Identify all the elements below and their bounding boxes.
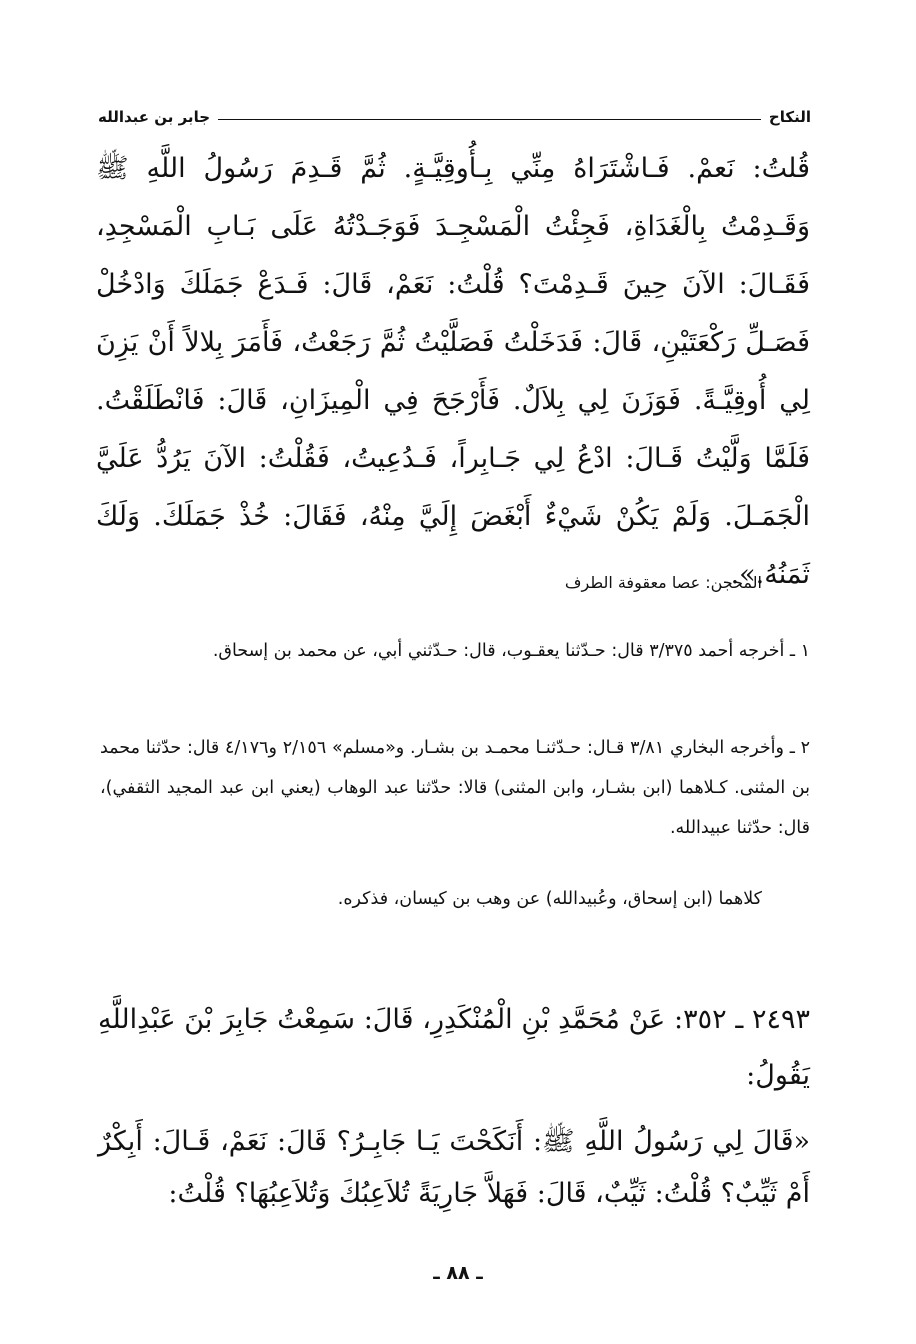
footnote-1: ١ ـ أخرجه أحمد ٣/٣٧٥ قال: حـدّثنا يعقـوب، قال: حـدّثني أبي، عن محمد بن إسحاق. (212, 641, 810, 661)
page-number: ـ ٨٨ ـ (433, 1262, 483, 1284)
running-header (98, 98, 811, 126)
glossary-note: المحجن: عصا معقوفة الطرف (564, 573, 762, 592)
header-chapter-title: النكاح (768, 108, 811, 126)
header-rule (218, 119, 761, 120)
footnote-2: ٢ ـ وأخرجه البخاري ٣/٨١ قـال: حـدّثنـا محمـد بن بشـار. و«مسلم» ٢/١٥٦ و٤/١٧٦ قال: حدّثنا محمد بن المثنى. كـلاهما (ابن بشـار، وابن المثنى) قالا: حدّثنا عبد الوهاب (يعني ابن عبد المجيد الثقفي)، قال: حدّثنا عبيدالله. (100, 738, 810, 838)
main-hadith-text: قُلتُ: نَعمْ. فَـاشْتَرَاهُ مِنِّي بِـأُوقِيَّـةٍ. ثُمَّ قَـدِمَ رَسُولُ اللَّهِ ﷺ وَقَـدِمْتُ بِالْغَدَاةِ، فَجِئْتُ الْمَسْجِـدَ فَوَجَـدْتُهُ عَلَى بَـابِ الْمَسْجِدِ، فَقَـالَ: الآنَ حِينَ قَـدِمْتَ؟ قُلْتُ: نَعَمْ، قَالَ: فَـدَعْ جَمَلَكَ وَادْخُلْ فَصَـلِّ رَكْعَتَيْنِ، قَالَ: فَدَخَلْتُ فَصَلَّيْتُ ثُمَّ رَجَعْتُ، فَأَمَرَ بِلالاً أَنْ يَزِنَ لِي أُوقِيَّـةً. فَوَزَنَ لِي بِلاَلٌ. فَأَرْجَحَ فِي الْمِيزَانِ، قَالَ: فَانْطَلَقْتُ. فَلَمَّا وَلَّيْتُ قَـالَ: ادْعُ لِي جَـابِراً، فَـدُعِيتُ، فَقُلْتُ: الآنَ يَرُدُّ عَلَيَّ الْجَمَـلَ. وَلَمْ يَكُنْ شَيْءٌ أَبْغَضَ إِلَيَّ مِنْهُ، فَقَالَ: خُذْ جَمَلَكَ. وَلَكَ ثَمَنُهُ.». (96, 153, 810, 590)
footnote-summary: كلاهما (ابن إسحاق، وعُبيدالله) عن وهب بن كيسان، فذكره. (337, 889, 762, 909)
hadith-heading: ٢٤٩٣ ـ ٣٥٢: عَنْ مُحَمَّدِ بْنِ الْمُنْكَدِرِ، قَالَ: سَمِعْتُ جَابِرَ بْنَ عَبْدِاللَّهِ يَقُولُ: (98, 1004, 810, 1091)
header-narrator-name: جابر بن عبدالله (98, 108, 211, 126)
hadith-text: «قَالَ لِي رَسُولُ اللَّهِ ﷺ: أَنَكَحْتَ يَـا جَابِـرُ؟ قَالَ: نَعَمْ، قَـالَ: أَبِكْرٌ أَمْ ثَيِّبٌ؟ قُلْتُ: ثَيِّبٌ، قَالَ: فَهَلاَّ جَارِيَةً تُلاَعِبُكَ وَتُلاَعِبُهَا؟ قُلْتُ: (98, 1126, 810, 1209)
